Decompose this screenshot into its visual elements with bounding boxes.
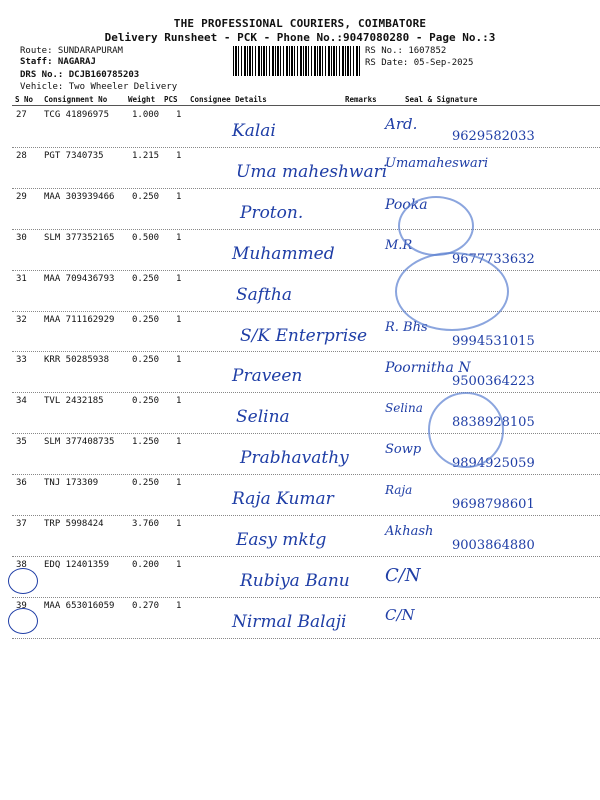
row-sno: 27 <box>16 110 27 120</box>
row-sno: 35 <box>16 437 27 448</box>
row-pcs: 1 <box>176 150 182 161</box>
seal-stamp <box>395 252 509 331</box>
phone-handwriting: 9994531015 <box>452 333 535 349</box>
runsheet-subtitle: Delivery Runsheet - PCK - Phone No.:9047080280 - Page No.:3 <box>104 31 496 44</box>
signature-handwriting: Selina <box>385 401 423 416</box>
rs-number: RS No.: 1607852 <box>365 46 447 56</box>
signature-handwriting: M.R <box>385 237 413 253</box>
col-remarks: Remarks <box>345 95 377 104</box>
phone-handwriting: 9629582033 <box>452 129 535 144</box>
row-pcs: 1 <box>176 273 182 284</box>
signature-handwriting: Sowp <box>385 442 422 458</box>
phone-handwriting: 9677733632 <box>452 251 535 267</box>
consignee-handwriting: Muhammed <box>232 243 335 264</box>
phone-handwriting: 8838928105 <box>452 415 535 431</box>
consignee-handwriting: Raja Kumar <box>232 489 334 510</box>
row-divider <box>12 351 600 352</box>
barcode-icon <box>233 46 361 76</box>
row-weight: 0.250 <box>132 273 160 284</box>
phone-handwriting: 9003864880 <box>452 538 535 553</box>
phone-handwriting: 9894925059 <box>452 456 535 472</box>
row-consignment-no: SLM 377352165 <box>44 232 115 243</box>
consignee-handwriting: Praveen <box>232 366 303 387</box>
circled-serial-icon <box>8 608 38 634</box>
company-title: THE PROFESSIONAL COURIERS, COIMBATORE <box>173 17 427 30</box>
row-weight: 1.250 <box>132 437 160 448</box>
row-pcs: 1 <box>176 519 182 529</box>
signature-handwriting: Raja <box>385 483 413 498</box>
signature-handwriting: C/N <box>385 564 421 586</box>
consignee-handwriting: Proton. <box>240 202 304 223</box>
signature-handwriting: Umamaheswari <box>385 155 489 171</box>
row-sno: 38 <box>16 559 27 570</box>
signature-handwriting: R. Bhs <box>385 319 428 335</box>
row-consignment-no: TCG 41896975 <box>44 110 110 120</box>
row-weight: 0.270 <box>132 600 160 611</box>
row-divider <box>12 474 600 475</box>
col-seal: Seal & Signature <box>405 95 478 104</box>
row-sno: 34 <box>16 396 27 407</box>
consignee-handwriting: Easy mktg <box>236 530 327 550</box>
row-pcs: 1 <box>176 314 182 325</box>
row-pcs: 1 <box>176 191 182 202</box>
row-consignment-no: TVL 2432185 <box>44 396 104 407</box>
consignee-handwriting: Uma maheshwari <box>236 161 388 182</box>
row-divider <box>12 556 600 557</box>
consignee-handwriting: Nirmal Balaji <box>232 611 347 632</box>
row-sno: 33 <box>16 355 27 366</box>
row-weight: 1.215 <box>132 150 160 161</box>
signature-handwriting: Poornitha N <box>385 360 471 377</box>
consignee-handwriting: Kalai <box>232 121 276 141</box>
consignee-handwriting: S/K Enterprise <box>240 325 368 346</box>
row-sno: 30 <box>16 232 27 243</box>
row-divider <box>12 311 600 312</box>
signature-handwriting: C/N <box>385 605 415 624</box>
row-divider <box>12 229 600 230</box>
route-label: Route: SUNDARAPURAM <box>20 46 123 56</box>
seal-stamp <box>398 196 474 256</box>
col-consignment: Consignment No <box>44 95 108 104</box>
row-weight: 0.250 <box>132 314 160 325</box>
row-pcs: 1 <box>176 232 182 243</box>
row-pcs: 1 <box>176 600 182 611</box>
rs-date: RS Date: 05-Sep-2025 <box>365 58 474 68</box>
phone-handwriting: 9698798601 <box>452 497 535 513</box>
row-divider <box>12 392 600 393</box>
row-divider <box>12 433 600 434</box>
consignee-handwriting: Prabhavathy <box>240 448 349 469</box>
row-sno: 37 <box>16 519 27 529</box>
row-weight: 0.200 <box>132 559 160 570</box>
row-divider <box>12 147 600 148</box>
row-sno: 29 <box>16 191 27 202</box>
row-sno: 32 <box>16 314 27 325</box>
row-consignment-no: TRP 5998424 <box>44 519 104 529</box>
row-pcs: 1 <box>176 478 182 489</box>
signature-handwriting: Pooka <box>385 196 428 213</box>
drs-number: DRS No.: DCJB160785203 <box>20 70 140 80</box>
row-sno: 39 <box>16 600 27 611</box>
row-pcs: 1 <box>176 355 182 366</box>
row-sno: 28 <box>16 150 27 161</box>
row-consignment-no: PGT 7340735 <box>44 150 104 161</box>
header-rule <box>12 105 600 106</box>
row-consignment-no: EDQ 12401359 <box>44 559 110 570</box>
row-divider <box>12 597 600 598</box>
col-pcs: PCS <box>164 95 178 104</box>
row-divider <box>12 515 600 516</box>
signature-handwriting: Ard. <box>385 115 418 133</box>
row-divider <box>12 638 600 639</box>
row-weight: 1.000 <box>132 110 160 120</box>
consignee-handwriting: Saftha <box>236 284 292 305</box>
row-consignment-no: SLM 377408735 <box>44 437 115 448</box>
row-sno: 36 <box>16 478 27 489</box>
row-consignment-no: MAA 303939466 <box>44 191 115 202</box>
col-sno: S No <box>15 95 34 104</box>
seal-stamp <box>428 392 504 468</box>
vehicle-label: Vehicle: Two Wheeler Delivery <box>20 82 178 92</box>
consignee-handwriting: Rubiya Banu <box>240 570 350 591</box>
phone-handwriting: 9500364223 <box>452 374 535 390</box>
col-details: Consignee Details <box>190 95 267 104</box>
row-weight: 0.250 <box>132 191 160 202</box>
row-consignment-no: MAA 711162929 <box>44 314 115 325</box>
row-sno: 31 <box>16 273 27 284</box>
signature-handwriting: Akhash <box>385 524 434 539</box>
row-divider <box>12 270 600 271</box>
staff-label: Staff: NAGARAJ <box>20 57 96 67</box>
row-consignment-no: TNJ 173309 <box>44 478 99 489</box>
row-pcs: 1 <box>176 437 182 448</box>
row-weight: 3.760 <box>132 519 160 529</box>
row-weight: 0.500 <box>132 232 160 243</box>
row-pcs: 1 <box>176 559 182 570</box>
row-consignment-no: MAA 709436793 <box>44 273 115 284</box>
row-pcs: 1 <box>176 110 182 120</box>
row-pcs: 1 <box>176 396 182 407</box>
row-weight: 0.250 <box>132 355 160 366</box>
row-weight: 0.250 <box>132 478 160 489</box>
row-consignment-no: MAA 653016059 <box>44 600 115 611</box>
col-weight: Weight <box>128 95 156 104</box>
row-divider <box>12 188 600 189</box>
consignee-handwriting: Selina <box>236 407 290 428</box>
circled-serial-icon <box>8 568 38 594</box>
row-weight: 0.250 <box>132 396 160 407</box>
row-consignment-no: KRR 50285938 <box>44 355 110 366</box>
